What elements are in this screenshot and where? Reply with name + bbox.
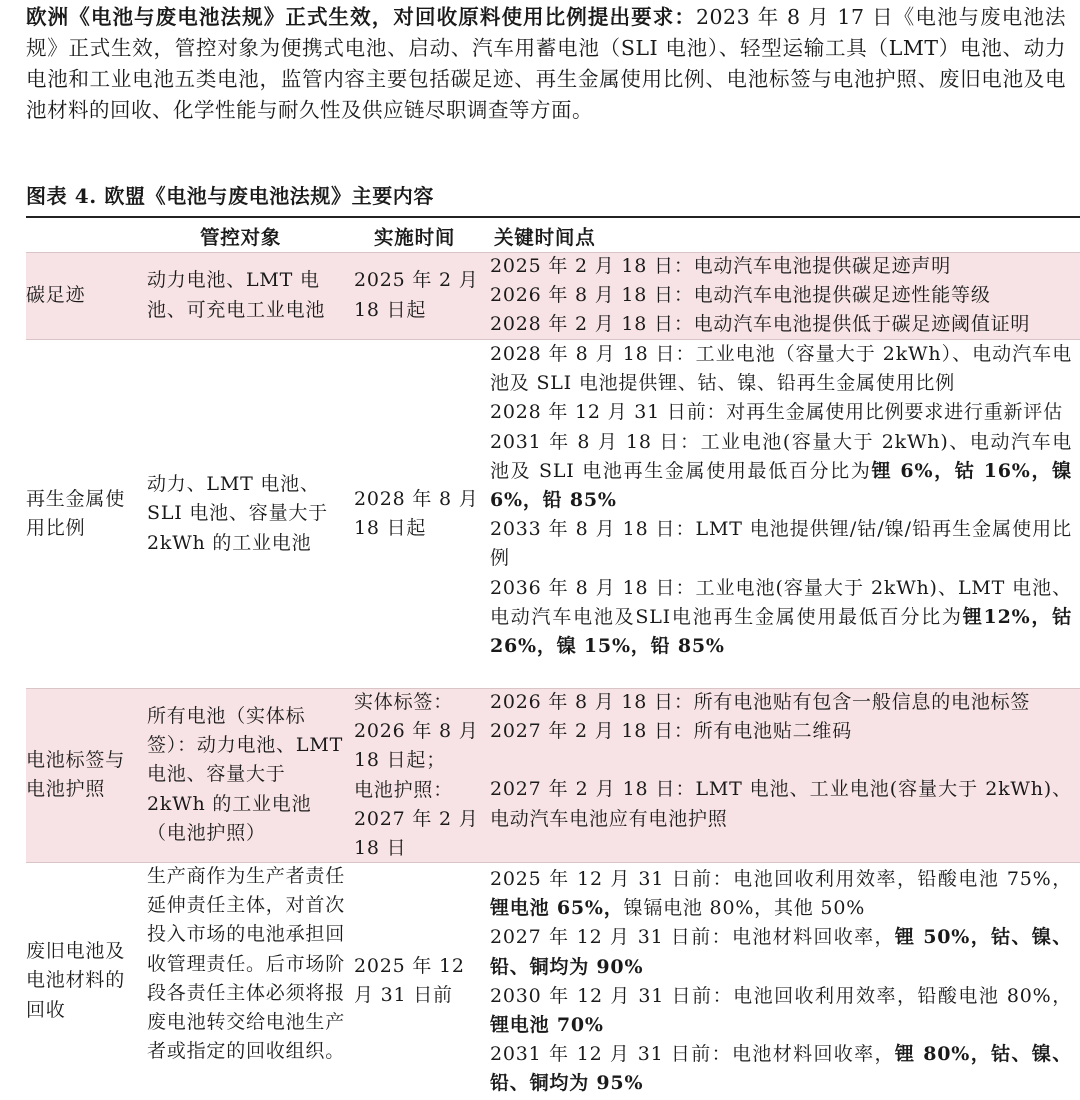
intro-text: 2023 年 8 月 17 日《电池与废电池法规》正式生效，管控对象为便携式电池、启动、汽车用蓄电池（SLI 电池）、轻型运输工具（LMT）电池、动力电池和工业电池五类电池，监管内容主要包括碳足迹、再生金属使用比例、电池标签与电池护照、废旧电池及电池材料的回收、化学性能与耐久性及供应链尽职调查等方面。 [26, 5, 1066, 122]
figure-title: 图表 4. 欧盟《电池与废电池法规》主要内容 [26, 180, 1080, 218]
table-row-2-keypoints [490, 340, 1072, 661]
table-row-4-keypoints [490, 865, 1072, 1099]
keypoint: 2028 年 12 月 31 日前：对再生金属使用比例要求进行重新评估 [490, 401, 1063, 424]
table-row-4-category: 废旧电池及电池材料的回收 [26, 940, 126, 1021]
keypoint: 2033 年 8 月 18 日：LMT 电池提供锂/钴/镍/铅再生金属使用比例 [490, 518, 1072, 570]
keypoint: 2036 年 8 月 18 日：工业电池(容量大于 2kWh)、LMT 电池、电动汽车电池及SLI电池再生金属使用最低百分比为锂12%，钴 26%，镍 15%，铅 85% [490, 576, 1072, 658]
header-time: 实施时间 [374, 226, 456, 249]
keypoint: 2028 年 2 月 18 日：电动汽车电池提供低于碳足迹阈值证明 [490, 313, 1031, 336]
keypoint: 2031 年 12 月 31 日前：电池材料回收率，锂 80%，钴、镍、铅、铜均为 95% [490, 1043, 1072, 1095]
keypoint: 2027 年 2 月 18 日：所有电池贴二维码 [490, 720, 853, 743]
table-row-2-target: 动力、LMT 电池、SLI 电池、容量大于 2kWh 的工业电池 [147, 473, 328, 554]
keypoint: 2025 年 2 月 18 日：电动汽车电池提供碳足迹声明 [490, 255, 952, 277]
keypoint: 2031 年 8 月 18 日：工业电池(容量大于 2kWh)、电动汽车电池及 SLI 电池再生金属使用最低百分比为锂 6%，钴 16%，镍 6%，铅 85% [490, 430, 1072, 512]
keypoint: 2030 年 12 月 31 日前：电池回收利用效率，铅酸电池 80%，锂电池 70% [490, 984, 1072, 1037]
keypoint: 2027 年 2 月 18 日：LMT 电池、工业电池(容量大于 2kWh)、电动汽车电池应有电池护照 [490, 778, 1072, 830]
table-row-4-time: 2025 年 12 月 31 日前 [354, 954, 465, 1006]
keypoint: 2028 年 8 月 18 日：工业电池（容量大于 2kWh）、电动汽车电池及 SLI 电池提供锂、钴、镍、铅再生金属使用比例 [490, 343, 1072, 395]
header-target: 管控对象 [200, 226, 282, 249]
keypoint: 2026 年 8 月 18 日：电动汽车电池提供碳足迹性能等级 [490, 284, 991, 307]
table-row-3-keypoints [490, 688, 1072, 862]
table-row-1-category: 碳足迹 [26, 283, 86, 306]
table-row-3-time: 实体标签：2026 年 8 月 18 日起； 电池护照：2027 年 2 月 18 日 [354, 691, 479, 860]
intro-lead: 欧洲《电池与废电池法规》正式生效，对回收原料使用比例提出要求： [26, 5, 696, 29]
table-row-1-keypoints [490, 252, 1072, 340]
table-row-2-category: 再生金属使用比例 [26, 487, 126, 539]
table-row-3-target: 所有电池（实体标签）：动力电池、LMT 电池、容量大于 2kWh 的工业电池（电池护照） [147, 704, 344, 844]
keypoint: 2027 年 12 月 31 日前：电池材料回收率，锂 50%，钴、镍、铅、铜均为 90% [490, 926, 1072, 978]
header-keypoints: 关键时间点 [494, 226, 596, 249]
keypoint: 2025 年 12 月 31 日前：电池回收利用效率，铅酸电池 75%，锂电池 65%，镍镉电池 80%，其他 50% [490, 868, 1072, 920]
table-row-3-category: 电池标签与电池护照 [26, 748, 126, 800]
table-row-1-time: 2025 年 2 月 18 日起 [354, 269, 479, 321]
table-row-2-time: 2028 年 8 月 18 日起 [354, 487, 479, 539]
table-row-1-target: 动力电池、LMT 电池、可充电工业电池 [147, 269, 326, 321]
table-row-4-target: 生产商作为生产者责任延伸责任主体，对首次投入市场的电池承担回收管理责任。后市场阶段各责任主体必须将报废电池转交给电池生产者或指定的回收组织。 [147, 865, 346, 1063]
intro-paragraph [26, 2, 1066, 126]
keypoint: 2026 年 8 月 18 日：所有电池贴有包含一般信息的电池标签 [490, 691, 1031, 713]
